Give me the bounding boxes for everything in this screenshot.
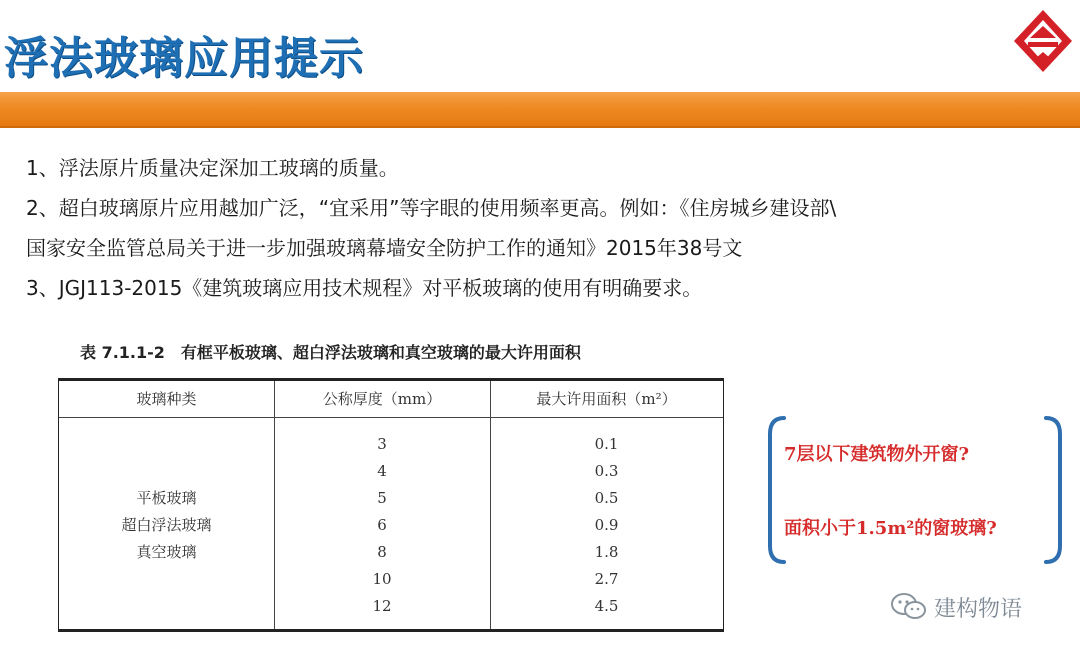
area-cell: 1.8 bbox=[594, 543, 619, 561]
table-caption: 表 7.1.1-2 有框平板玻璃、超白浮法玻璃和真空玻璃的最大许用面积 bbox=[80, 343, 581, 362]
area-cell: 4.5 bbox=[594, 597, 619, 615]
callout-question-2: 面积小于1.5m²的窗玻璃? bbox=[784, 518, 997, 539]
bullet-item-continuation: 国家安全监管总局关于进一步加强玻璃幕墙安全防护工作的通知》2015年38号文 bbox=[26, 236, 743, 260]
bullet-item: 3、JGJ113-2015《建筑玻璃应用技术规程》对平板玻璃的使用有明确要求。 bbox=[26, 276, 703, 300]
thickness-cell: 5 bbox=[377, 489, 387, 507]
thickness-cell: 6 bbox=[377, 516, 387, 534]
bullet-item: 1、浮法原片质量决定深加工玻璃的质量。 bbox=[26, 156, 399, 180]
column-glass-type bbox=[59, 381, 275, 629]
brace-bracket-icon bbox=[762, 414, 1068, 566]
callout-question-1: 7层以下建筑物外开窗? bbox=[784, 444, 970, 465]
column-thickness bbox=[274, 381, 491, 629]
thickness-cell: 10 bbox=[372, 570, 392, 588]
red-diamond-logo-icon bbox=[1012, 8, 1074, 74]
area-cell: 0.5 bbox=[594, 489, 619, 507]
glass-area-table bbox=[58, 378, 724, 632]
glass-type-cell: 平板玻璃 bbox=[136, 489, 197, 507]
header-thickness: 公称厚度（mm） bbox=[274, 381, 490, 418]
header-max-area: 最大许用面积（m²） bbox=[490, 381, 723, 418]
header-glass-type: 玻璃种类 bbox=[59, 381, 274, 418]
watermark-text: 建构物语 bbox=[934, 596, 1023, 622]
title-divider-bar bbox=[0, 92, 1080, 128]
area-cell: 0.1 bbox=[594, 435, 619, 453]
bullet-list bbox=[26, 148, 1076, 308]
area-cell: 2.7 bbox=[594, 570, 619, 588]
watermark bbox=[890, 592, 1022, 622]
page-title: 浮法玻璃应用提示 bbox=[4, 33, 364, 84]
thickness-cell: 12 bbox=[372, 597, 392, 615]
glass-type-cell: 超白浮法玻璃 bbox=[121, 516, 212, 534]
thickness-cell: 3 bbox=[377, 435, 387, 453]
thickness-cell: 8 bbox=[377, 543, 387, 561]
wechat-icon bbox=[890, 592, 928, 622]
glass-type-cell: 真空玻璃 bbox=[136, 543, 197, 561]
question-callout bbox=[762, 414, 1068, 566]
area-cell: 0.3 bbox=[594, 462, 619, 480]
thickness-cell: 4 bbox=[377, 462, 387, 480]
bullet-item: 2、超白玻璃原片应用越加广泛，“宜采用”等字眼的使用频率更高。例如：《住房城乡建设部\ bbox=[26, 196, 837, 220]
area-cell: 0.9 bbox=[594, 516, 619, 534]
column-max-area bbox=[490, 381, 723, 629]
